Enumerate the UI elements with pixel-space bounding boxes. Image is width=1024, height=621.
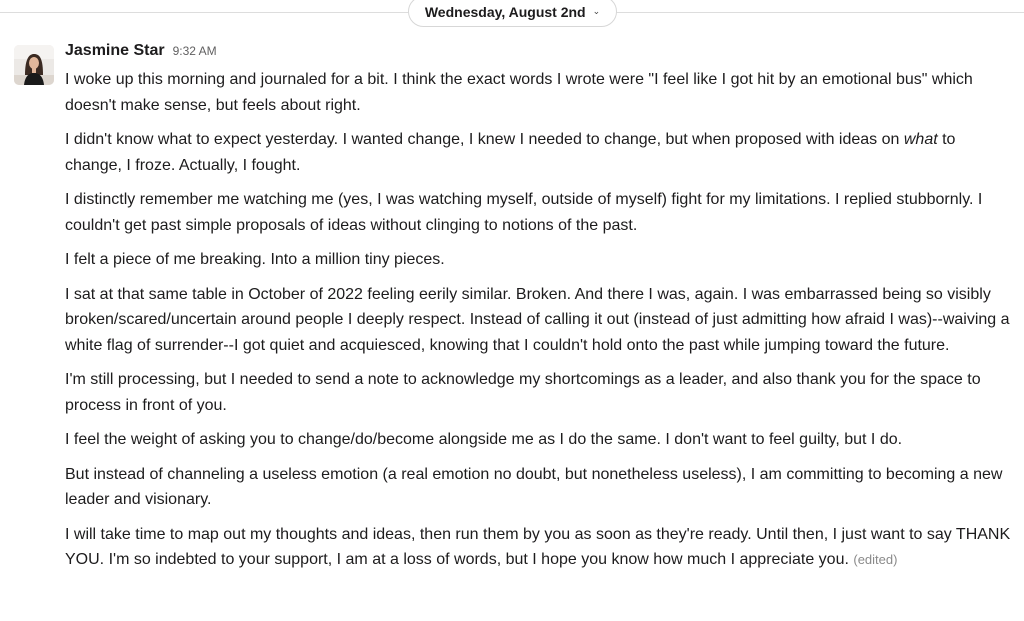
date-divider (0, 0, 1024, 28)
date-jump-button[interactable] (408, 0, 617, 27)
message-timestamp[interactable]: 9:32 AM (172, 44, 217, 58)
paragraph-text: But instead of channeling a useless emotion (a real emotion no doubt, but nonetheless useless), I am committing to becoming a new leader and visionary. (65, 465, 1003, 508)
message-body (65, 67, 1015, 582)
paragraph-text: I feel the weight of asking you to change/do/become alongside me as I do the same. I don't want to feel guilty, but I do. (65, 431, 903, 448)
message-paragraph (65, 127, 1015, 178)
emphasis-text: what (903, 131, 938, 148)
paragraph-text: I will take time to map out my thoughts and ideas, then run them by you as soon as they're ready. Until then, I just want to say THANK YOU. I'm so indebted to your support, I am at a loss of words, but I hope you know how much I appreciate you. (65, 525, 1011, 568)
message-paragraph (65, 427, 1015, 453)
paragraph-text: I didn't know what to expect yesterday. I wanted change, I knew I needed to change, but when proposed with ideas on (65, 131, 904, 148)
paragraph-text: to change, I froze. Actually, I fought. (65, 131, 956, 174)
message-paragraph (65, 522, 1015, 573)
message-paragraph (65, 282, 1015, 359)
paragraph-text: I sat at that same table in October of 2022 feeling eerily similar. Broken. And there I was, again. I was embarrassed being so visibly broken/scared/uncertain around people I deeply respect. Instead of calling it out (instead of just admitting how afraid I was)--waiving a white flag of surrender--I got quiet and acquiesced, knowing that I couldn't hold onto the past while jumping toward the future. (65, 285, 1010, 354)
message-paragraph (65, 247, 1015, 273)
paragraph-text: I woke up this morning and journaled for a bit. I think the exact words I wrote were "I feel like I got hit by an emotional bus" which doesn't make sense, but feels about right. (65, 71, 973, 114)
avatar[interactable] (14, 45, 54, 85)
paragraph-text: I'm still processing, but I needed to send a note to acknowledge my shortcomings as a leader, and also thank you for the space to process in front of you. (65, 371, 981, 414)
message-paragraph (65, 187, 1015, 238)
paragraph-text: I distinctly remember me watching me (yes, I was watching myself, outside of myself) fight for my limitations. I replied stubbornly. I couldn't get past simple proposals of ideas without clinging to notions of the past. (65, 191, 983, 234)
sender-name[interactable]: Jasmine Star (65, 42, 165, 59)
message-paragraph (65, 462, 1015, 513)
paragraph-text: I felt a piece of me breaking. Into a million tiny pieces. (65, 251, 445, 268)
user-avatar-icon (14, 45, 54, 85)
chevron-down-icon: ⌄ (592, 6, 601, 16)
date-label: Wednesday, August 2nd (424, 3, 586, 20)
message-paragraph (65, 367, 1015, 418)
message-header (65, 42, 217, 66)
message-paragraph (65, 67, 1015, 118)
edited-label: (edited) (853, 552, 898, 567)
